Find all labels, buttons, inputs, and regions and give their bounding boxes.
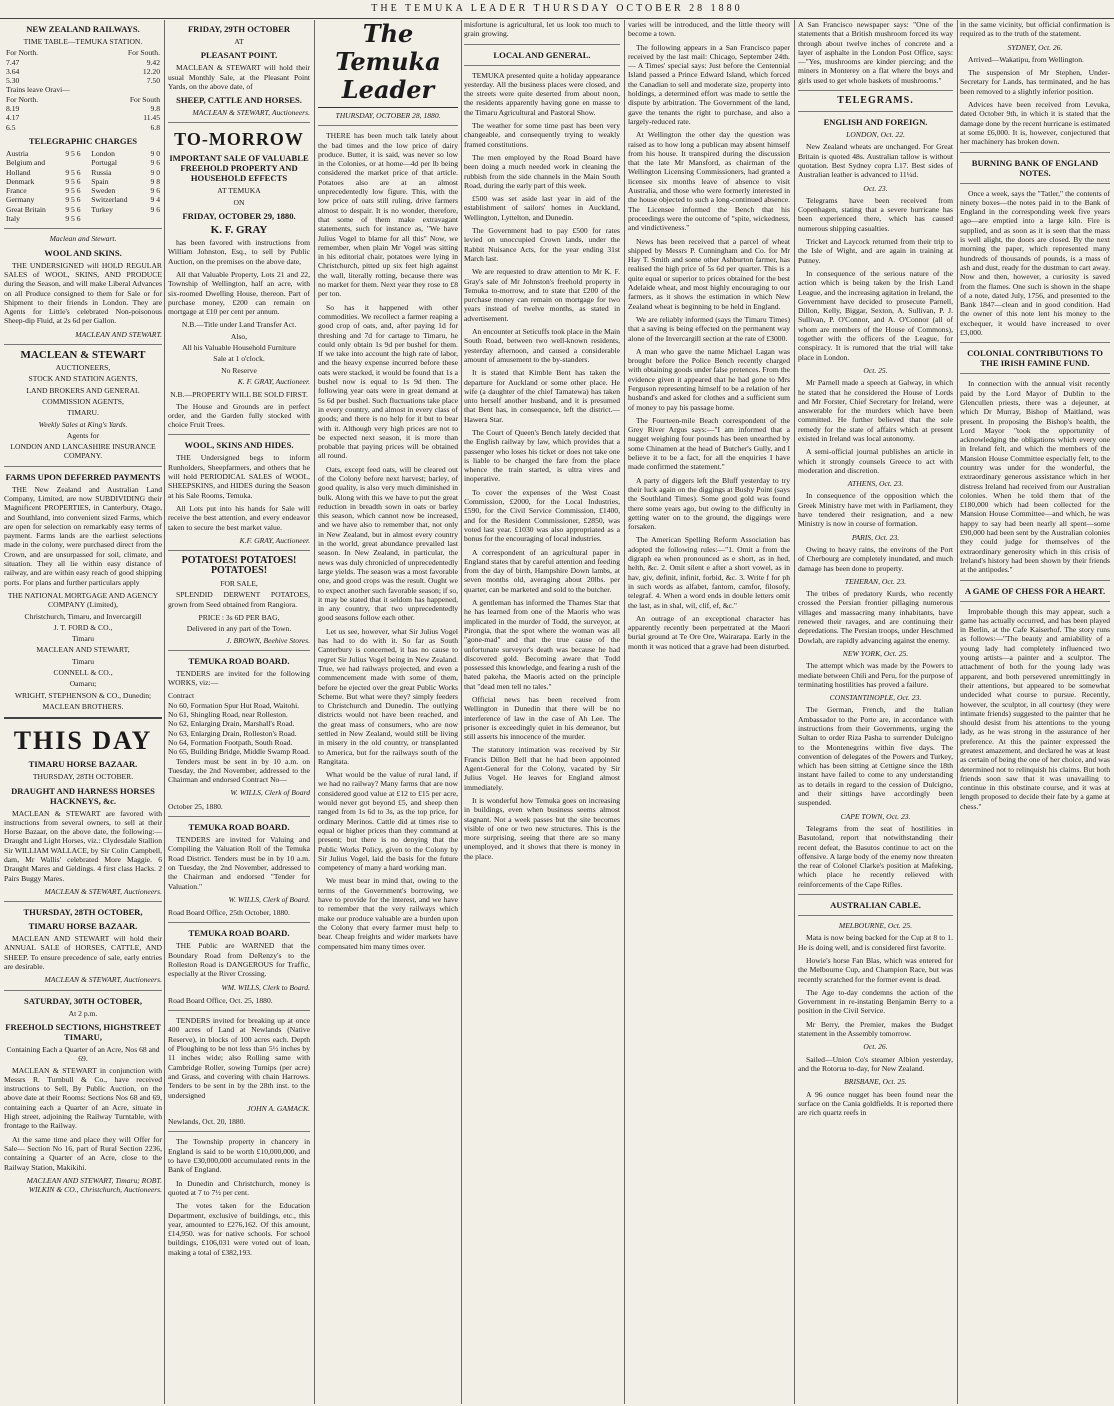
table-row [4,214,162,223]
telegram-text: Telegrams from the seat of hostilities in Basutoland, report that notwithstanding their recent defeat, the Basutos continue to act on the offensive. A large body of the enemy now threaten the rear of Colonel Clarke's position at Mafeking, which place he recently relieved with reinforcements of the Cape Rifles. [798,823,953,889]
section-heading: COLONIAL CONTRIBUTIONS TO THE IRISH FAMINE FUND. [967,348,1103,369]
timetable-cell: 7.50 [146,76,160,86]
table-row [4,205,162,214]
timetable-cell: 4.17 [6,113,20,123]
ad-signature: W. WILLS, Clerk of Board. [228,894,310,904]
ad-heading: TEMUKA ROAD BOARD. [188,655,290,666]
ad-line: THE NATIONAL MORTGAGE AND AGENCY COMPANY (Limited), [7,590,159,610]
table-row [4,158,162,167]
ad-heading: TIMARU HORSE BAZAAR. [28,759,138,770]
news-paragraph: The Court of Queen's Bench lately decided that the English railway by law, which provides that a passenger who loses his ticket or does not take one is liable to be charged the fare from the place whence the train started, is ultra vires and inoperative. [464,427,620,484]
telegram-text: Telegrams have been received from Copenhagen, stating that a severe hurricane has been experienced there, which has caused numerous shipping casualties. [798,195,953,233]
ad-line: N.B.—Title under Land Transfer Act. [181,320,297,330]
ad-body: The House and Grounds are in perfect order, and the Garden fully stocked with choice Fruit Trees. [168,401,310,430]
section-heading: BURNING BANK OF ENGLAND NOTES. [971,157,1099,178]
railway-subheading: TIME TABLE—TEMUKA STATION. [23,37,143,46]
ad-heading: FRIDAY, 29TH OCTOBER [187,24,291,34]
news-paragraph: TEMUKA presented quite a holiday appearance yesterday. All the business places were closed, and the streets were quite deserted from about noon, the residents apparently having gone en masse to the Timaru Agricultural and Pastoral Show. [464,70,620,117]
ad-line: Agents for [66,430,100,440]
ad-heading: SATURDAY, 30TH OCTOBER, [24,995,142,1006]
ad-body: THE Public are WARNED that the Boundary Road from DeRenzy's to the Rolleston Road is DANGEROUS for Traffic, especially at the River Crossing. [168,941,310,979]
ad-body: MACLEAN AND STEWART will hold their ANNUAL SALE of HORSES, CATTLE, AND SHEEP. To ensure precedence of sale, early entries are desirable. [4,934,162,972]
timetable-cell: 5.30 [6,76,20,86]
telegram-text: The Age to-day condemns the action of the Government in re-instating Benjamin Berry to a position in the Civil Service. [798,987,953,1016]
ad-heading: TEMUKA ROAD BOARD. [188,928,290,939]
column-3 [318,20,458,1400]
telegram-dateline: ATHENS, Oct. 23. [847,479,904,489]
ad-body: All Lots put into his hands for Sale will receive the best attention, and every endeavor taken to secure the best market value. [168,503,310,532]
ad-line: MACLEAN BROTHERS. [42,701,124,711]
telegram-text: A semi-official journal publishes an article in which it strongly counsels Greece to act with moderation and discretion. [798,447,953,475]
section-heading: TELEGRAMS. [837,95,914,107]
news-paragraph: A party of diggers left the Bluff yesterday to try their luck again on the diggings at Bushy Point (says the Southland Times). Some good gold was found there some years ago, but owing to the difficulty in getting water on to the ground, the diggings were forsaken. [628,475,790,532]
news-paragraph: To cover the expenses of the West Coast Commission, £2000, for the Local Industries, £590, for the Civil Service Commission, £1400, and for the Resident Commissioner, £2850, was voted last year. £1030 was also appropriated as a bonus for the encouraging of local industries. [464,487,620,544]
ad-body: has been favored with instructions from William Johnston, Esq., to sell by Public Auction, on the premises on the above date, [168,238,310,266]
ad-heading: WOOL AND SKINS. [44,247,122,258]
section-label: Maclean and Stewart. [49,234,117,244]
railway-heading: NEW ZEALAND RAILWAYS. [26,24,140,34]
ad-line: J. T. FORD & CO., [53,622,113,632]
timetable-cell: 7.47 [6,57,20,67]
table-cell: 9 0 [150,148,160,158]
ad-date: October 25, 1880. [168,801,223,811]
timetable-cell: 9.8 [150,104,160,114]
ad-line: CONNELL & CO., [53,668,113,678]
telegram-dateline: TEHERAN, Oct. 23. [844,576,907,586]
table-cell: Sweden [91,186,116,196]
table-cell: 9 5 6 [65,195,81,205]
ad-date: Road Board Office, Oct. 25, 1880. [168,995,273,1005]
ad-heading: FRIDAY, OCTOBER 29, 1880. [182,211,296,222]
telegraph-heading: TELEGRAPHIC CHARGES [28,135,138,146]
ad-body: SPLENDID DERWENT POTATOES, grown from Seed obtained from Rangiora. [168,590,310,609]
telegram-text: Mr Berry, the Premier, makes the Budget statement in the Assembly tomorrow. [798,1019,953,1039]
table-cell: 9 5 6 [65,204,81,214]
news-paragraph: News has been received that a parcel of wheat shipped by Messrs P. Cunningham and Co. for Mr Hay T. Smith and some other Ashburton farmer, has realised the high price of 5s 6d per quarter. This is a quite equal or superior to prices obtained for the best Adelaide wheat, and most highly encouraging to our farmers, as it shows the estimation in which New Zealand wheat is beginning to be held in England. [628,236,790,311]
telegram-dateline: Oct. 23. [863,183,888,193]
telegram-text: Advices have been received from Levuka, dated October 9th, in which it is stated that the damage done by the recent hurricane is estimated at some £6,000. It is, however, conjectured that her machinery has broken down. [960,100,1110,147]
list-item: No 62, Enlarging Drain, Marshall's Road. [168,719,295,729]
news-paragraph: A gentleman has informed the Thames Star that he has learned from one of the Maoris who was implicated in the murder of Todd, the surveyor, at Pirongia, that the spot where the woman was all "gone-mad" and that the true cause of the unfortunate surveyor's death was because he had discovered gold. Becoming aware that Todd possessed this knowledge, and fearing a rush of the hated pakeha, the Maoris acted on the principle that "dead men tell no tales." [464,598,620,691]
ad-body: MACLEAN & STEWART will hold their usual Monthly Sale, at the Pleasant Point Yards, on the above date, of [168,63,310,91]
telegram-text: The tribes of predatory Kurds, who recently crossed the Persian frontier pillaging numerous villages and massacring many inhabitants, have renewed their ravages, and are continuing their depredations. The Persian troops, under Heschmed Dowlah, are rapidly advancing against the enemy. [798,589,953,645]
ad-line: Also, [230,331,248,341]
telegram-dateline: Oct. 26. [863,1042,888,1052]
ad-line: Oamaru; [69,679,97,689]
ad-signature: MACLEAN AND STEWART. [75,329,162,339]
table-cell: 9 5 6 [65,214,81,224]
timetable-cell: 12.20 [142,66,160,76]
timetable-cell: 8.19 [6,104,20,114]
ad-body: MACLEAN & STEWART in conjunction with Messrs R. Turnbull & Co., have received instructions to Sell, By Public Auction, on the above date at their Rooms: Sections Nos 68 and 69, containing each a Quarter of an Acre, situate in High street, adjoining the Railway Turntable, with frontage to the Railway. [4,1065,162,1131]
news-paragraph: The votes taken for the Education Department, exclusive of buildings, etc., this year, amounted to £276,162. Of this amount, £14,950. was for native schools. For school buildings, £106,031 were voted out of loan, making a total of £382,193. [168,1201,310,1257]
ad-heading: K. F. GRAY [210,224,268,237]
table-cell: Holland [6,167,31,177]
ad-line: Timaru [71,656,95,666]
table-cell: 9 6 [150,158,160,168]
ad-line: WRIGHT, STEPHENSON & CO., Dunedin; [14,690,152,700]
ad-line: LAND BROKERS AND GENERAL [26,385,140,395]
news-paragraph: In Dunedin and Christchurch, money is quoted at 7 to 7½ per cent. [168,1178,310,1197]
ad-line: FOR SALE, [220,579,258,589]
telegram-dateline: Oct. 25. [863,365,888,375]
table-cell: London [91,148,115,158]
ad-body: Tenders must be sent in by 10 a.m. on Tuesday, the 2nd November, addressed to the Chairman and endorsed Contract No— [168,756,310,785]
news-paragraph: At Wellington the other day the question was raised as to how long a publican may absent himself from his house. It transpired during the discussion that the late Mr Mansford, as chairman of the Wellington Licensing Commissioners, had granted a licensee six months leave of absence to visit Australia, and those who were formerly interested in the house objected to such a long-continued absence. The Licensee informed the Bench that his proceedings were the outcome of "spite, wickedness, and vindictiveness." [628,130,790,233]
ad-line: All his Valuable Household Furniture [182,343,296,353]
table-row [4,186,162,195]
list-item: No 63, Enlarging Drain, Rolleston's Road. [168,728,297,738]
list-item: No 64, Formation Footpath, South Road. [168,737,293,747]
ad-date: Road Board Office, 25th October, 1880. [168,908,290,918]
ad-body: THE Undersigned begs to inform Runholders, Sheepfarmers, and others that he will hold PERIODICAL SALES of WOOL, SHEEPSKINS, and HIDES during the Season at his Sale Rooms, Temuka. [168,453,310,500]
ad-line: Delivered in any part of the Town. [186,624,292,634]
ad-signature: MACLEAN & STEWART, Auctioneers. [44,886,162,896]
telegram-text: In consequence of the opposition which the Greek Ministry have met with in Parliament, they have tendered their resignation, and a new Ministry is now in course of formation. [798,491,953,529]
telegram-dateline: CAPE TOWN, Oct. 23. [840,811,911,821]
ad-body: THE New Zealand and Australian Land Company, Limited, are now SUBDIVIDING their Magnificent PROPERTIES, in Canterbury, Otago, and Southland, into convenient sized Farms, which are open for selection on remarkably easy terms of payment. Farms lands are the earliest selections made in the colony, were purchased direct from the Crown, and are unsurpassed for soil, climate, and situation. They all lie within easy distance of railway, and are within easy reach of good shipping ports. For plans and further particulars apply [4,484,162,587]
column-rule [461,20,462,1404]
ad-line: AT TEMUKA [217,186,261,196]
ad-body: THE UNDERSIGNED will HOLD REGULAR SALES of WOOL, SKINS, AND PRODUCE during the Season, and will make Liberal Advances on all Produce consigned to them for Sale or for Shipment to their friends in London. They are Agents for Little's celebrated Non-poisonous Sheep-dip Fluid, at 2s 6d per Gallon. [4,260,162,326]
timetable-label: For North. [6,48,39,58]
column-1 [4,20,162,1400]
section-heading: LOCAL AND GENERAL. [493,49,591,60]
ad-line: Containing Each a Quarter of an Acre, Nos 68 and 69. [6,1044,160,1064]
list-item: No 61, Shingling Road, near Rolleston. [168,710,288,720]
table-cell: France [6,186,27,196]
ad-line: PRICE : 3s 6D PER BAG, [198,612,280,622]
news-paragraph: An encounter at Seticuffs took place in the Main South Road, between two well-known residents, yesterday afternoon, and caused a considerable amount of amusement to the by-standers. [464,327,620,364]
telegram-text: A 96 ounce nugget has been found near the surface on the Cania goldfields. It is reported there are rich quartz reefs in [798,1089,953,1118]
article-paragraph: Improbable though this may appear, such a game has actually occurred, and has been played in Berlin, at the Cafe Kaiserhof. The story runs as follows:—"The beauty and amiability of a young lady had completely influenced two young artists—a painter and a sculptor. The attachment of both for the young lady was apparent, and both persevered unremittingly in their attentions, but appeared to be somewhat undecided what course to pursue. Recently, however, the sculptor, in all courtesy (they were intimate friends) suggested to the painter that he should desist from his attentions to the young lady, as he was strong in the assurance of her preference. At this the painter expressed the greatest amazement, and declared he was at least as certain of being the one of her choice, and was determined not to relinquish his claims. But both friends soon saw that it was unavailing to continue in this obstinate course, and it was at length proposed to decide their fate by a game at chess." [960,606,1110,811]
table-cell: 9 5 6 [65,186,81,196]
ad-line: COMMISSION AGENTS, [42,396,124,406]
timetable-cell: 6.5 [6,122,16,132]
ad-line: No Reserve [221,365,257,375]
timetable-cell: 11.45 [143,113,160,123]
timetable-label: For South [129,94,160,104]
ad-signature: K.F. GRAY, Auctioneer. [239,535,310,545]
table-cell: Spain [91,176,109,186]
telegram-dateline: BRISBANE, Oct. 25. [844,1077,907,1087]
masthead-title: The Temuka Leader [318,20,458,108]
ad-signature: J. BROWN, Beehive Stores. [226,635,310,645]
telegram-text: Howie's horse Fan Blas, which was entered for the Melbourne Cup, and Champion Race, but was recently scratched for the former event is dead. [798,955,953,984]
column-rule [957,20,958,1404]
ad-line: At 2 p.m. [68,1008,98,1018]
ad-heading: DRAUGHT AND HARNESS HORSES HACKNEYS, &c. [11,785,155,806]
ad-line: AUCTIONEERS, [55,363,111,373]
telegram-dateline: MELBOURNE, Oct. 25. [838,921,913,931]
running-header: THE TEMUKA LEADER THURSDAY OCTOBER 28 1880 [0,0,1114,19]
column-2 [168,20,310,1400]
table-cell [89,214,143,223]
news-paragraph: The weather for some time past has been very changeable, and consequently trying to weakly framed constitutions. [464,121,620,149]
timetable-label: For South. [127,48,160,58]
ad-line: MACLEAN AND STEWART, [36,645,130,655]
table-cell: 9 6 [150,204,160,214]
ad-heading: SHEEP, CATTLE AND HORSES. [176,95,302,106]
telegram-text: in the same vicinity, but official confirmation is required as to the truth of the statement. [960,20,1110,39]
table-cell: Germany [6,195,35,205]
ad-heading: IMPORTANT SALE OF VALUABLE FREEHOLD PROPERTY AND HOUSEHOLD EFFECTS [169,153,309,184]
table-cell: Italy [6,214,20,224]
column-rule [314,20,315,1404]
table-cell: 9 8 [150,176,160,186]
ad-body: MACLEAN & STEWART are favored with instructions from several owners, to sell at their Horse Bazaar, on the above date, the following:— Draught and Light Horses, viz.: Clydesdale Stallion Sir WILLIAM WALLACE, by Sir Colin Campbell, dam, Mr Wallis' celebrated More Maggie. 6 Draught Mares and Geldings. 4 first class Hacks. 2 Pairs Buggy Mares. [4,808,162,883]
table-cell: Switzerland [91,195,128,205]
telegram-dateline: SYDNEY, Oct. 26. [1007,42,1063,52]
news-paragraph: It is wonderful how Temuka goes on increasing in buildings, even when business seems almost stagnant. Not a week passes but the site becomes visible of one or two new structures. This is the more surprising, seeing that there are so many unemployed, and it shows that there is money in the place. [464,795,620,861]
ad-heading: FREEHOLD SECTIONS, HIGHSTREET TIMARU, [5,1021,161,1042]
telegram-text: The suspension of Mr Stephen, Under-Secretary for Lands, has terminated, and he has been removed to a slightly inferior position. [960,68,1110,96]
ad-signature: MACLEAN AND STEWART, Timaru; ROBT. WILKIN & CO., Christchurch, Auctioneers. [26,1175,162,1195]
table-cell: 9 5 6 [65,176,81,186]
news-paragraph: The following appears in a San Francisco paper received by the last mail: Chicago, September 24th.— A Times' special says: Just before the Centennial Island passed a Prince Edward Island, which forced the Canadian to sell and moderate size, property into holdings, a determined effort was made to settle the dispute by arbitration. The Government of the land, gave the tenants the right to purchase, and also a largely-reduced rate. [628,42,790,126]
table-cell: Turkey [91,204,113,214]
timetable-note: Trains leave Oravi— [6,85,70,95]
table-cell: Russia [91,167,112,177]
list-item: No 65, Building Bridge, Middle Swamp Road. [168,747,310,757]
news-paragraph: misfortune is agricultural, let us look too much to grain growing. [464,20,620,39]
column-rule [794,20,795,1404]
telegram-dateline: PARIS, Oct. 23. [851,532,900,542]
ad-line: ON [233,197,245,207]
ad-line: LONDON AND LANCASHIRE INSURANCE COMPANY. [10,442,156,461]
ad-line: AT [234,37,244,46]
telegram-text: New Zealand wheats are unchanged. For Great Britain is quoted 48s. Australian tallow is without quotation. Best Sydney copra L17. Best sides of Australian leather is advanced to 11¼d. [798,142,953,180]
ad-line: Timaru [71,634,95,644]
ad-signature: JOHN A. GAMACK. [247,1103,310,1113]
telegram-text: Sailed—Union Co's steamer Albion yesterday, and the Rotorua to-day, for New Zealand. [798,1054,953,1073]
column-5 [628,20,790,1400]
table-row [4,195,162,204]
news-paragraph: varies will be introduced, and the little theory will become a town. [628,20,790,39]
ad-heading: TIMARU HORSE BAZAAR. [28,921,138,932]
timetable-label: For North. [6,94,39,104]
section-subheading: ENGLISH AND FOREIGN. [823,117,928,128]
article-paragraph: Once a week, says the "Tatler," the contents of ninety boxes—the notes paid in to the Bank of England in the corresponding week five years ago—are emptied into a large kiln. Fire is supplied, and as soon as it is seen that the mass is well alight, the doors are closed. By the next morning the paper, which represented many hundreds of thousands of pounds, is a mass of ash and dust, ready for the dustman to cart away. Now and then, however, a curiosity is saved from the flames. One such is shown in the shape of a note, dated July, 1756, and presented to the Bank 1847—clean and in good condition. Had the owner of this note lent his money to the exchequer, it would have increased to over £3,000. [960,188,1110,338]
ad-heading: POTATOES! POTATOES! POTATOES! [181,555,297,577]
ad-line: THURSDAY, 28TH OCTOBER. [32,772,134,782]
table-cell: 9 4 [150,195,160,205]
table-cell: Portugal [91,158,117,168]
timetable-cell: 6.8 [150,122,160,132]
news-paragraph: A man who gave the name Michael Lagan was brought before the Police Bench recently charged with obtaining goods under false pretences. From the evidence given it appeared that he had gone to Mrs Ferguson representing himself to be a relation of her husband's and asked for clothes and a sufficient sum of money to pay his passage home. [628,346,790,412]
news-paragraph: The Fourteen-mile Beach correspondent of the Grey River Argus says:—"I am informed that a nugget weighing four pounds has been unearthed by some Chinamen at the head of Butcher's Gully, and I believe it to be a fact, for all the enquiries I have made confirmed the statement." [628,415,790,472]
ad-signature: WM. WILLS, Clerk to Board. [221,982,310,992]
news-paragraph: The Government had to pay £500 for rates levied on unoccupied Crown lands, under the Rabbit Nuisance Acts, for the year ending 31st March last. [464,226,620,263]
ad-body: TENDERS are invited for the following WORKS, viz:— [168,668,310,688]
telegram-text: In consequence of the serious nature of the action which is being taken by the Irish Land League, and the increasing agitation in Ireland, the Government have decided to prosecute Parnell, Dillon, Kelly, Biggar, Sexton, A. Sullivan, P. J. Sullivan, P. O'Connor, and A. O'Connor (all of whom are members of the House of Commons), together with the officers of the League, for conspiracy. It is rumored that the trial will take place in London. [798,268,953,362]
table-cell [144,214,162,223]
table-cell: 9 0 [150,167,160,177]
telegram-text: Tricket and Laycock returned from their trip to the Isle of Wight, and are again in training at Putney. [798,237,953,265]
telegram-dateline: LONDON, Oct. 22. [846,130,905,140]
news-paragraph: A correspondent of an agricultural paper in England states that by careful attention and feeding from the day of birth, Hampshire Down lambs, at seven months old, averaging about 20lbs. per quarter, can be marketed and sold to the butcher. [464,547,620,594]
table-row [4,177,162,186]
column-6 [798,20,953,1400]
ad-banner: TO-MORROW [174,129,304,150]
editorial-paragraph: Oats, except feed oats, will be cleared out of the Colony before next harvest; barley, of good quality, is also very much diminished in bulk. Along with this we have to put the great reduction in breadth sown in oats or barley this season, which cannot now be increased, and we have also to remember that, not only in New Zealand, but in almost every country in the world, great abundance prevailed last season. In New Zealand, in particular, the news was duly chronicled of unprecedentedly large yields. The season was a most favorable one, and good crops was the result. Ought we to expect another such favorable season; if so, it may be stated that it seldom has happened, in any country, that two unprecedentedly good seasons follow each other. [318,464,458,623]
telegram-dateline: NEW YORK, Oct. 25. [842,648,909,658]
telegraph-table [4,149,162,223]
ad-line: Contract [168,691,195,701]
editorial-paragraph: So has it happened with other commodities. We recollect a farmer reaping a good crop of oats, and, after paying 1d for threshing and 7d for cartage to Timaru, he could only obtain 1s 9d per bushel for them. If we take into account the high rate of labor, and the heavy expense incurred before these oats were stacked, it would be found that 1s a bushel now is equal to 1s 9d then. The following year oats were in great demand at 5s 6d per bushel. Such fluctuations take place in every country, and almost in every class of goods; and there is no help for it but to bear with it. Although very high prices are not to be expected next season, it is more than probable that paying prices will be obtained all round. [318,302,458,461]
editorial-paragraph: THERE has been much talk lately about the bad times and the low price of dairy produce. Butter, it is said, was never so low in the Colonies, or at home—4d per lb being considered the market price of that article. Potatoes also are at an almost unprecedentedly low figure. This, with the low price of oats still ruling, drive farmers almost to despair. It is no wonder, therefore, that some of them make extravagant statements, such for instance as, "We have Julius Vogel to blame for all this" Now, we remember, when plain Mr Vogel was sitting in his editorial chair, potatoes were lying in Christchurch, pitted up six feet high against the wall, literally rotting, because there was no market for them. Next year they rose to £8 per ton. [318,131,458,299]
news-paragraph: We are requested to draw attention to Mr K. F. Gray's sale of Mr Johnston's freehold property in Temuka to-morrow, and to state that £200 of the purchase money can remain on mortgage for two years instead of twelve months, as stated in advertisement. [464,267,620,323]
table-cell: 9 5 6 [65,167,81,177]
column-4 [464,20,620,1400]
ad-heading: MACLEAN & STEWART [20,349,146,362]
telegram-text: Mr Parnell made a speech at Galway, in which he stated that he considered the House of Lords and Mr Forster, Chief Secretary for Ireland, were answerable for the murders which have been committed. He further believed that the sole remedy for the state of affairs which at present existed in Ireland was local autonomy. [798,378,953,443]
table-cell: Denmark [6,176,35,186]
telegram-text: The German, French, and the Italian Ambassador to the Porte are, in accordance with instructions from their Governments, urging the Sultan to order Riza Pasha to surrender Dulcigno to the Montenegrins within five days. The convention of delegates of the Powers and Turkey, which has been sitting at Cettigne since the 18th instant have failed to come to any understanding as to details in regard to the cession of Dulcigno, and their sittings have accordingly been suspended. [798,705,953,808]
news-paragraph: The American Spelling Reform Association has adopted the following rules:—"1. Omit a from the digraph ea when pronounced as e short, as in hed, helth, &c. 2. Omit silent e after a short vowel, as in hav, giv, definit, infinit, forbid, &c. 3. Write f for ph in such words as alfabet, fantom, camfor, filosofy, telegraf. 4. When a word ends in double letters omit the last, as in shal, wil, clif, ef, &c." [628,535,790,610]
news-paragraph: It is stated that Kimble Bent has taken the departure for Auckland or some other place. He wife (a daughter of the chief Tamatewa) has taken unto herself another husband, and it is presumed that Bent has, in consequence, left the district.—Hawera Star. [464,368,620,424]
ad-signature: MACLEAN & STEWART, Auctioneers. [192,108,310,118]
timetable-cell: 3.64 [6,66,20,76]
ad-banner: THIS DAY [13,726,153,756]
telegram-text: Arrived—Wakatipu, from Wellington. [968,54,1084,64]
ad-heading: WOOL, SKINS AND HIDES. [184,440,294,451]
news-paragraph: We are reliably informed (says the Timaru Times) that a saving is being effected on the permanent way alone of the Invercargill section at the rate of £3000. [628,314,790,343]
editorial-paragraph: What would be the value of rural land, if we had no railway? Many farms that are now considered good value at £12 to £15 per acre, would never got beyond £5, and sheep then ranged from 1s 6d to 3s, as the top price, for ordinary Merinos. Cattle did at times rise to equal or higher prices than they command at present; but there is no denying that the Public Works Policy, given to the Colony by Sir Julius Vogel, laid the basis for the future competency of many a hard working man. [318,770,458,873]
table-cell: 9 5 6 [65,148,81,158]
table-cell: Austria [6,148,29,158]
news-paragraph: A San Francisco newspaper says: "One of the statements that a British mushroom forced its way through about twelve inches of concrete and a layer of asphalte in the London Post Office, says:—"Yes, mushrooms are kinder piercing; and the miners in Monterey on a flat where the boys and girls used to get whole baskets of mushrooms." [798,20,953,85]
editorial-paragraph: We must bear in mind that, owing to the terms of the Government's borrowing, we have to provide for the interest, and we have to remember that the very railways which make our produce valuable are a burden upon the Colony that every farmer must help to bear. Cheap freights and wider markets have compensated him many times over. [318,876,458,951]
ad-heading: PLEASANT POINT. [200,50,278,61]
news-paragraph: An outrage of an exceptional character has apparently recently been perpetrated at the Maori burial ground at Te Ore Ore, Wairarapa. Early in the month it was noticed that a grave had been disturbed. [628,613,790,651]
ad-line: Sale at 1 o'clock. [213,354,265,364]
list-item: No 60, Formation Spur Hut Road, Waitohi. [168,700,300,710]
ad-signature: MACLEAN & STEWART, Auctioneers. [44,975,162,985]
news-paragraph: Official news has been received from Wellington in Dunedin that there will be no interference of law in the case of Ah Lee. The prisoner is exceedingly quiet in his demeanor, but still asserts his innocence of the murder. [464,695,620,742]
section-heading: AUSTRALIAN CABLE. [830,900,921,911]
news-paragraph: The Township property in chancery in England is said to be worth £10,000,000, and to have £30,000,000 accumulated rents in the Bank of England. [168,1137,310,1175]
telegram-dateline: CONSTANTINOPLE, Oct. 23. [829,693,922,703]
article-paragraph: In connection with the annual visit recently paid by the Lord Mayor of Dublin to the Glencullen priests, there was a dejeuner, at which Dr Murray, Bishop of Maitland, was present. In proposing the Bishop's health, the Lord Mayor "took the opportunity of acknowledging the obligations which every one in Ireland felt, and which the members of the Mansion House Committee especially felt, to the country was under for the wonderful, the extraordinary generous assistance which in her distress Ireland had received from our Australian colonies. When he told them that of the £180,000 which had been collected for the Mansion House Committee—and which, he was happy to say had been nearly all spent—some £90,000 had been sent by the Australian colonies they could judge for themselves of the extraordinary generosity which in this crisis of Ireland's history had been shown by their friends at the antipodes." [960,379,1110,575]
table-cell: Great Britain [6,204,46,214]
column-rule [624,20,625,1404]
ad-line: N.B.—PROPERTY WILL BE SOLD FIRST. [170,390,308,400]
news-paragraph: The men employed by the Road Board have been doing a much needed work in cleaning the rubbish from the side channels in the Main South Road, during the early part of this week. [464,152,620,190]
editorial-paragraph: Let us see, however, what Sir Julius Vogel has had to do with it. So far as South Canterbury is concerned, it has no cause to regret Sir Julius Vogel being in New Zealand. True, we had railways projected, and even a commencement made with some of them, before he ejected over the great Public Works Scheme. But what were they? simply feeders to Christchurch and Dunedin. The outlying districts would not have been reached, and the great mass of consumers, who are now settled in New Zealand, would still be living in misery in the old country, or transplanted to America, but for the railways south of the Rangitata. [318,626,458,766]
timetable-cell: 9.42 [146,57,160,67]
table-row [4,149,162,158]
section-heading: A GAME OF CHESS FOR A HEART. [964,585,1106,596]
table-cell: Belgium and [6,158,46,168]
telegram-text: Owing to heavy rains, the environs of the Port of Cherbourg are completely inundated, and much damage has been done to property. [798,544,953,573]
table-row [4,168,162,177]
ad-body: All that Valuable Property, Lots 21 and 22, Township of Wellington, half an acre, with six-roomed Dwelling House, thereon. Part of purchase money, £200 can remain on mortgage at £10 per cent per annum. [168,269,310,317]
ad-date: Newlands, Oct. 20, 1880. [168,1117,246,1127]
column-rule [164,20,165,1404]
telegram-text: Mata is now being backed for the Cup at 8 to 1. He is doing well, and is considered first favorite. [798,933,953,952]
ad-body: TENDERS are invited for Valuing and Compiling the Valuation Roll of the Temuka Road District. Tenders must be in by 10 a.m. on Tuesday, the 2nd November, addressed to the Chairman and endorsed "Tender for Valuation." [168,835,310,891]
ad-line: STOCK AND STATION AGENTS, [28,374,138,384]
ad-signature: W. WILLS, Clerk of Board [230,788,310,798]
railway-timetable [4,48,162,132]
news-paragraph: The statutory intimation was received by Sir Francis Dillon Bell that he had been appointed Agent-General for the Colony, vacated by Sir Julius Vogel. He leaves for England almost immediately. [464,745,620,792]
news-paragraph: £500 was set aside last year in aid of the establishment of sailors' homes in Auckland, Wellington, Lyttelton, and Dunedin. [464,194,620,222]
ad-line: TIMARU. [67,408,99,418]
ad-line: Weekly Sales at King's Yards. [38,419,128,429]
ad-heading: TEMUKA ROAD BOARD. [188,822,290,833]
ad-body: At the same time and place they will Offer for Sale— Section No 16, part of Rural Section 2236, containing a Quarter of an Acre, close to the Railway Station, Makikihi. [4,1134,162,1172]
column-7 [960,20,1110,1400]
ad-signature: K. F. GRAY, Auctioneer. [237,376,310,386]
ad-heading: FARMS UPON DEFERRED PAYMENTS [5,471,161,482]
table-cell: 9 6 [150,186,160,196]
ad-body: TENDERS invited for breaking up at once 400 acres of Land at Newlands (Native Reserve), in blocks of 100 acres each. Depth of Ploughing to be not less than 5½ inches by 11 inches wide; also Rolling same with Cambridge Roller, sowing Turnips (per acre) and Grass, and covering with chain Harrows. Tenders to be sent in by the 28th inst. to the undersigned [168,1016,310,1100]
ad-line: Christchurch, Timaru, and Invercargill [24,611,142,621]
table-cell [63,158,89,167]
dateline: THURSDAY, OCTOBER 28, 1880. [335,111,441,120]
telegram-text: The attempt which was made by the Powers to mediate between Chili and Peru, for the purpose of terminating hostilities has proved a failure. [798,661,953,689]
ad-heading: THURSDAY, 28TH OCTOBER, [23,907,143,918]
